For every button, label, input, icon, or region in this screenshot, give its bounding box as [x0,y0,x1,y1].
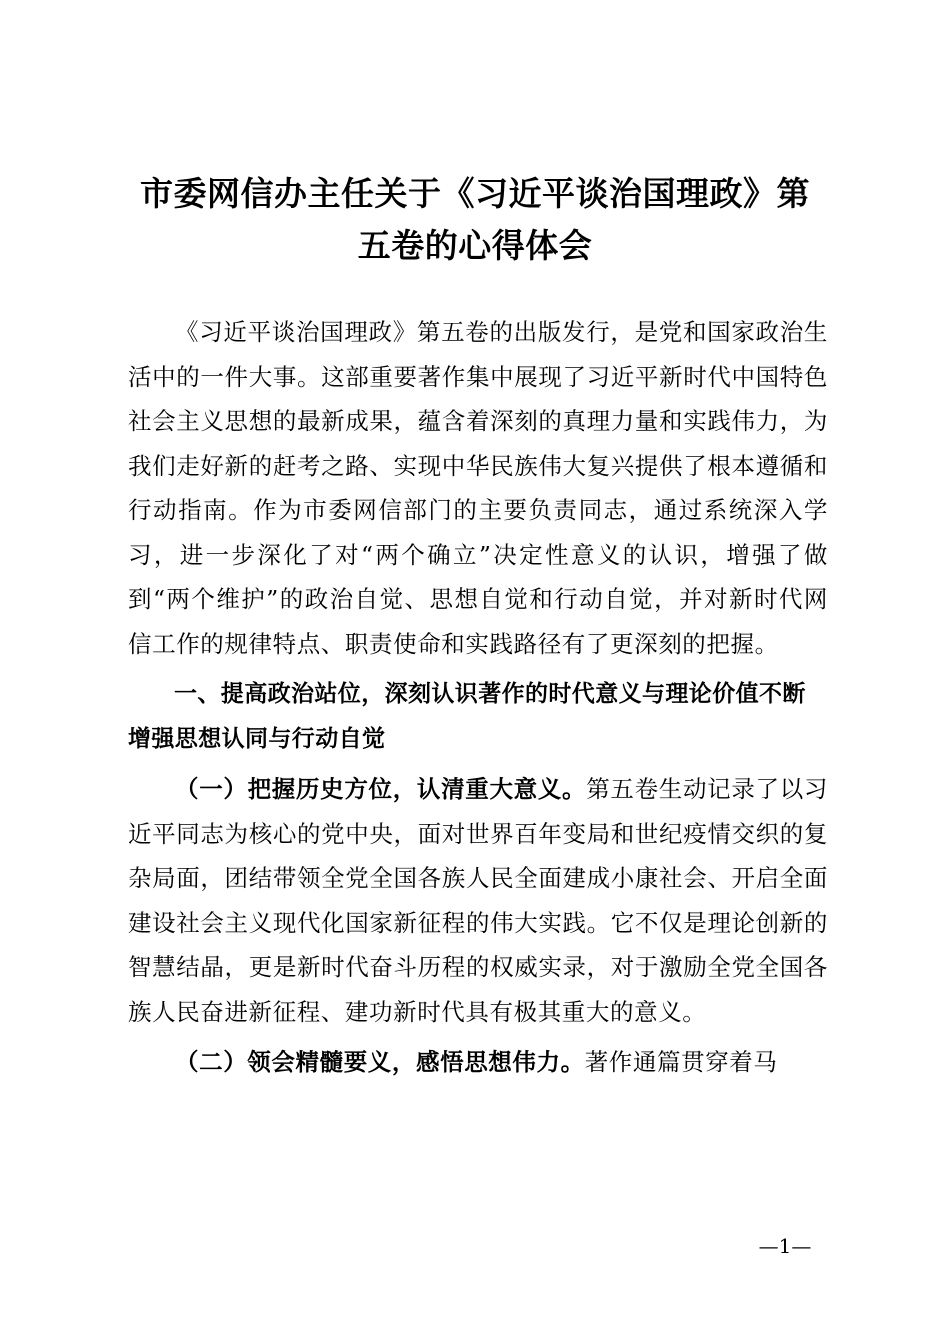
page-number: —1— [758,1234,812,1258]
subsection-1-text: 第五卷生动记录了以习近平同志为核心的党中央，面对世界百年变局和世纪疫情交织的复杂局面，团结带领全党全国各族人民全面建成小康社会、开启全面建设社会主义现代化国家新征程的伟大实践。它不仅是理论创新的智慧结晶，更是新时代奋斗历程的权威实录，对于激励全党全国各族人民奋进新征程、建功新时代具有极其重大的意义。 [128,775,828,1026]
title-line-1: 市委网信办主任关于《习近平谈治国理政》第 [140,174,810,213]
subsection-2-paragraph [128,1040,828,1085]
document-title [100,168,850,272]
subsection-1-title: （一）把握历史方位，认清重大意义。 [175,775,587,803]
subsection-1-paragraph [128,767,828,1034]
section-1-heading: 一、提高政治站位，深刻认识著作的时代意义与理论价值不断增强思想认同与行动自觉 [128,681,806,752]
intro-paragraph: 《习近平谈治国理政》第五卷的出版发行，是党和国家政治生活中的一件大事。这部重要著作集中展现了习近平新时代中国特色社会主义思想的最新成果，蕴含着深刻的真理力量和实践伟力，为我们走好新的赶考之路、实现中华民族伟大复兴提供了根本遵循和行动指南。作为市委网信部门的主要负责同志，通过系统深入学习，进一步深化了对“两个确立”决定性意义的认识，增强了做到“两个维护”的政治自觉、思想自觉和行动自觉，并对新时代网信工作的规律特点、职责使命和实践路径有了更深刻的把握。 [128,318,828,658]
subsection-2-text: 著作通篇贯穿着马 [584,1048,778,1076]
subsection-2-title: （二）领会精髓要义，感悟思想伟力。 [175,1048,585,1076]
title-line-2: 五卷的心得体会 [357,226,593,265]
document-body [128,310,828,1085]
